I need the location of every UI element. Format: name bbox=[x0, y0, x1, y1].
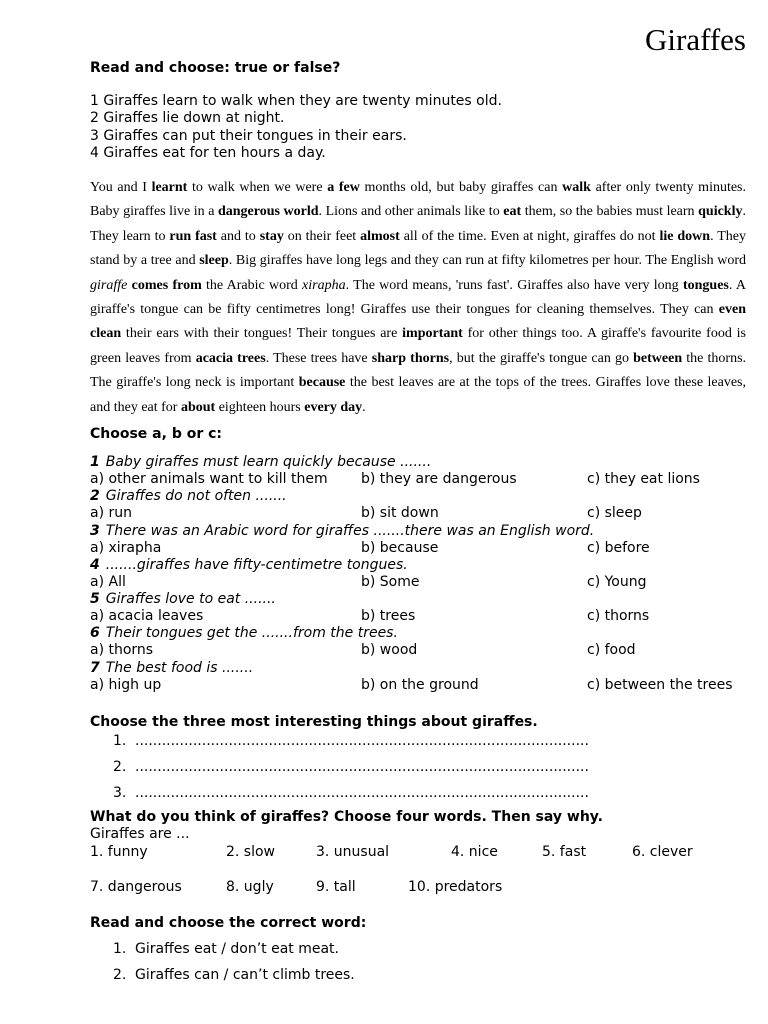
reading-bold-word: stay bbox=[259, 228, 284, 244]
opinion-word[interactable]: 8. ugly bbox=[226, 879, 274, 895]
option-c[interactable]: c) before bbox=[587, 539, 650, 556]
question-options bbox=[90, 642, 760, 659]
multiple-choice-list bbox=[90, 454, 760, 694]
opinion-word[interactable]: 9. tall bbox=[316, 879, 356, 895]
opinion-heading: What do you think of giraffes? Choose four words. Then say why. bbox=[90, 809, 603, 825]
true-false-item: 2 Giraffes lie down at night. bbox=[90, 110, 285, 127]
reading-bold-word: dangerous world bbox=[217, 204, 319, 220]
answer-line-number: 2. bbox=[113, 759, 127, 775]
answer-line-number: 1. bbox=[113, 733, 127, 749]
reading-bold-word: sharp thorns bbox=[371, 350, 450, 366]
opinion-word[interactable]: 7. dangerous bbox=[90, 879, 182, 895]
reading-bold-word: eat bbox=[503, 204, 522, 220]
option-b[interactable]: b) trees bbox=[361, 608, 416, 625]
reading-text: eighteen hours bbox=[215, 399, 305, 415]
reading-text: . A giraffe's tongue can be fifty centimetres long! Giraffes use their tongues for cleaning themselves. They can bbox=[90, 277, 746, 318]
question-options bbox=[90, 471, 760, 488]
reading-bold-word: sleep bbox=[199, 253, 229, 269]
reading-passage bbox=[90, 176, 746, 420]
reading-bold-word: quickly bbox=[698, 204, 743, 220]
reading-text: the best leaves are at the tops of the trees. Giraffes love these leaves, and they eat for bbox=[90, 375, 746, 415]
question-number: 7 bbox=[90, 659, 100, 676]
question-6 bbox=[90, 625, 760, 642]
option-a[interactable]: a) high up bbox=[90, 676, 162, 693]
correct-word-item[interactable] bbox=[113, 967, 355, 983]
reading-text: and to bbox=[216, 228, 260, 244]
reading-text: the thorns. The giraffe's long neck is important bbox=[90, 350, 747, 391]
opinion-lead: Giraffes are ... bbox=[90, 826, 190, 842]
reading-bold-word: every day bbox=[304, 399, 363, 415]
opinion-word[interactable]: 3. unusual bbox=[316, 844, 390, 860]
reading-text: , but the giraffe's tongue can go bbox=[449, 350, 634, 366]
option-c[interactable]: c) food bbox=[587, 642, 636, 659]
true-false-item: 1 Giraffes learn to walk when they are twenty minutes old. bbox=[90, 93, 502, 109]
correct-word-text: Giraffes can / can’t climb trees. bbox=[135, 967, 355, 983]
reading-bold-word: tongues bbox=[682, 277, 729, 293]
answer-line[interactable] bbox=[113, 733, 589, 749]
option-c[interactable]: c) thorns bbox=[587, 608, 650, 625]
correct-word-item[interactable] bbox=[113, 941, 339, 957]
question-text: There was an Arabic word for giraffes .......there was an English word. bbox=[105, 522, 595, 539]
option-a[interactable]: a) acacia leaves bbox=[90, 608, 204, 625]
reading-text: months old, but baby giraffes can bbox=[359, 180, 563, 195]
true-false-item: 4 Giraffes eat for ten hours a day. bbox=[90, 144, 326, 161]
question-options bbox=[90, 540, 760, 557]
reading-bold-word: between bbox=[633, 350, 683, 366]
reading-text: You and I bbox=[90, 180, 152, 195]
option-c[interactable]: c) Young bbox=[587, 573, 647, 590]
question-options bbox=[90, 505, 760, 522]
question-5 bbox=[90, 591, 760, 608]
reading-bold-word: comes from bbox=[131, 277, 202, 293]
question-number: 2 bbox=[90, 488, 100, 505]
reading-italic-word: giraffe bbox=[90, 277, 128, 293]
true-false-heading: Read and choose: true or false? bbox=[90, 60, 341, 76]
option-b[interactable]: b) because bbox=[361, 539, 439, 556]
question-text: .......giraffes have fifty-centimetre tongues. bbox=[105, 556, 408, 573]
true-false-list bbox=[90, 93, 502, 162]
question-number: 1 bbox=[90, 454, 100, 470]
question-number: 3 bbox=[90, 522, 100, 539]
opinion-word[interactable]: 2. slow bbox=[226, 844, 276, 860]
reading-text: . They stand by a tree and bbox=[90, 228, 747, 269]
option-b[interactable]: b) Some bbox=[361, 573, 420, 590]
question-options bbox=[90, 608, 760, 625]
question-text: Baby giraffes must learn quickly because ....... bbox=[105, 454, 432, 470]
reading-bold-word: learnt bbox=[151, 180, 188, 195]
reading-bold-word: important bbox=[402, 326, 463, 342]
option-c[interactable]: c) sleep bbox=[587, 505, 642, 522]
reading-text: on their feet bbox=[283, 228, 361, 244]
reading-bold-word: a few bbox=[327, 180, 360, 195]
true-false-item: 3 Giraffes can put their tongues in their ears. bbox=[90, 127, 407, 144]
question-4 bbox=[90, 557, 760, 574]
question-2 bbox=[90, 488, 760, 505]
option-a[interactable]: a) xirapha bbox=[90, 539, 162, 556]
reading-text: . They learn to bbox=[90, 204, 746, 244]
reading-text: their ears with their tongues! Their tongues are bbox=[121, 326, 403, 342]
reading-bold-word: almost bbox=[360, 228, 400, 244]
answer-line-dots: ...................................................................................................... bbox=[135, 759, 589, 775]
option-a[interactable]: a) other animals want to kill them bbox=[90, 471, 328, 487]
correct-word-heading: Read and choose the correct word: bbox=[90, 915, 367, 931]
reading-bold-word: lie down bbox=[659, 228, 711, 244]
reading-text: all of the time. Even at night, giraffes do not bbox=[399, 228, 660, 244]
question-options bbox=[90, 677, 760, 694]
question-text: Giraffes do not often ....... bbox=[105, 488, 287, 505]
question-number: 6 bbox=[90, 625, 100, 642]
reading-bold-word: even clean bbox=[90, 302, 746, 342]
interesting-heading: Choose the three most interesting things about giraffes. bbox=[90, 714, 538, 730]
multiple-choice-heading: Choose a, b or c: bbox=[90, 426, 223, 442]
option-b[interactable]: b) wood bbox=[361, 642, 418, 659]
option-a[interactable]: a) thorns bbox=[90, 642, 154, 659]
reading-text: . Lions and other animals like to bbox=[318, 204, 504, 220]
option-a[interactable]: a) All bbox=[90, 573, 126, 590]
option-c[interactable]: c) they eat lions bbox=[587, 471, 700, 487]
reading-text: . These trees have bbox=[265, 350, 372, 366]
question-number: 4 bbox=[90, 556, 100, 573]
correct-word-number: 1. bbox=[113, 941, 127, 957]
option-b[interactable]: b) they are dangerous bbox=[361, 471, 517, 487]
question-options bbox=[90, 574, 760, 591]
reading-text: . Big giraffes have long legs and they can run at fifty kilometres per hour. The English word bbox=[228, 253, 746, 269]
reading-text: them, so the babies must learn bbox=[521, 204, 699, 220]
reading-text: after only twenty minutes. Baby giraffes live in a bbox=[90, 180, 747, 220]
reading-text: to walk when we were bbox=[187, 180, 328, 195]
reading-bold-word: about bbox=[180, 399, 216, 415]
reading-text: . The word means, 'runs fast'. Giraffes also have very long bbox=[345, 277, 683, 293]
option-b[interactable]: b) on the ground bbox=[361, 676, 479, 693]
reading-text: for other things too. A giraffe's favourite food is green leaves from bbox=[90, 326, 746, 366]
opinion-word[interactable]: 1. funny bbox=[90, 844, 148, 860]
opinion-word[interactable]: 4. nice bbox=[451, 844, 498, 860]
reading-bold-word: walk bbox=[562, 180, 591, 195]
question-text: The best food is ....... bbox=[105, 659, 254, 676]
option-c[interactable]: c) between the trees bbox=[587, 676, 733, 693]
reading-text: . bbox=[362, 399, 366, 415]
question-7 bbox=[90, 660, 760, 677]
reading-text: the Arabic word bbox=[201, 277, 303, 293]
answer-line-dots: ...................................................................................................... bbox=[135, 785, 589, 801]
opinion-word[interactable]: 5. fast bbox=[542, 844, 587, 860]
option-b[interactable]: b) sit down bbox=[361, 505, 439, 522]
question-text: Their tongues get the .......from the trees. bbox=[105, 625, 398, 642]
answer-line[interactable] bbox=[113, 759, 589, 775]
question-3 bbox=[90, 523, 760, 540]
opinion-word[interactable]: 10. predators bbox=[408, 879, 503, 895]
question-number: 5 bbox=[90, 591, 100, 608]
question-text: Giraffes love to eat ....... bbox=[105, 591, 276, 608]
option-a[interactable]: a) run bbox=[90, 505, 132, 522]
reading-italic-word: xirapha bbox=[302, 277, 346, 293]
correct-word-text: Giraffes eat / don’t eat meat. bbox=[135, 941, 339, 957]
answer-line-dots: ...................................................................................................... bbox=[135, 733, 589, 749]
answer-line-number: 3. bbox=[113, 785, 127, 801]
reading-bold-word: acacia trees bbox=[195, 350, 266, 366]
correct-word-number: 2. bbox=[113, 967, 127, 983]
answer-line[interactable] bbox=[113, 785, 589, 801]
opinion-word[interactable]: 6. clever bbox=[632, 844, 693, 860]
page-title: Giraffes bbox=[645, 22, 746, 57]
question-1 bbox=[90, 454, 760, 471]
reading-bold-word: because bbox=[298, 375, 346, 391]
reading-bold-word: run fast bbox=[169, 228, 217, 244]
